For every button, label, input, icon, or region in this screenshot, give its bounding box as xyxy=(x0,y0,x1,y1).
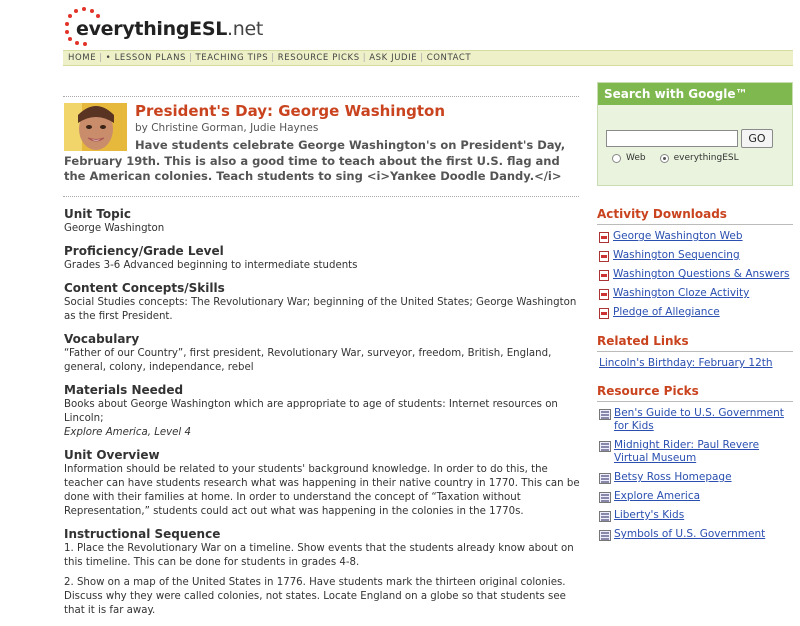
radio-site[interactable] xyxy=(660,154,669,163)
pick-item xyxy=(597,407,793,433)
radio-site-label: everythingESL xyxy=(673,153,739,163)
nav-separator: | xyxy=(271,53,275,63)
download-item xyxy=(597,230,793,243)
download-item xyxy=(597,306,793,319)
related-rule xyxy=(597,351,793,352)
download-item xyxy=(597,249,793,262)
section-title: Content Concepts/Skills xyxy=(64,281,225,295)
pick-item xyxy=(597,509,793,522)
radio-web-label: Web xyxy=(626,153,646,163)
search-input[interactable] xyxy=(606,130,738,147)
picks-list xyxy=(597,407,793,541)
nav-ask-judie[interactable]: ASK JUDIE xyxy=(369,53,418,63)
webpage-icon xyxy=(599,441,611,452)
lesson-content xyxy=(64,207,580,626)
section-title: Unit Topic xyxy=(64,207,131,221)
download-link[interactable]: George Washington Web xyxy=(613,230,743,242)
nav-separator: | xyxy=(420,53,424,63)
pick-link[interactable]: Betsy Ross Homepage xyxy=(614,471,732,483)
pdf-icon xyxy=(599,251,609,262)
webpage-icon xyxy=(599,409,611,420)
section-overview xyxy=(64,448,580,519)
article-summary: Have students celebrate George Washington's on President's Day, February 19th. This is also a good time to teach about the first U.S. flag and the American colonies. Teach students to sing <i>Yankee Doodle Dandy.</i> xyxy=(64,138,566,183)
download-item xyxy=(597,268,793,281)
section-title: Instructional Sequence xyxy=(64,527,221,541)
pdf-icon xyxy=(599,289,609,300)
search-heading: Search with Google™ xyxy=(598,83,792,105)
pick-item xyxy=(597,471,793,484)
top-nav xyxy=(63,50,793,66)
nav-separator: | xyxy=(362,53,367,63)
pdf-icon xyxy=(599,232,609,243)
picks-title: Resource Picks xyxy=(597,384,699,398)
sequence-step-2: 2. Show on a map of the United States in 1776. Have students mark the thirteen original colonies. Discuss why they were called colonies, not states. Locate England on a globe so that students see that it is far away. xyxy=(64,577,566,616)
nav-home[interactable]: HOME xyxy=(68,53,97,63)
section-unit-topic xyxy=(64,207,580,236)
sequence-step-1: 1. Place the Revolutionary War on a timeline. Show events that the students already know about on this timeline. This can be done for students in grades 4-8. xyxy=(64,543,574,568)
section-title: Vocabulary xyxy=(64,332,140,346)
download-item xyxy=(597,287,793,300)
download-link[interactable]: Washington Questions & Answers xyxy=(613,268,790,280)
google-search-box xyxy=(597,82,793,186)
pick-link[interactable]: Explore America xyxy=(614,490,701,502)
logo-wordmark xyxy=(76,18,263,40)
related-list xyxy=(597,357,793,370)
logo-tld: .net xyxy=(227,18,264,40)
section-body: George Washington xyxy=(64,223,165,234)
search-go-button[interactable]: GO xyxy=(741,129,773,148)
pick-item xyxy=(597,528,793,541)
nav-separator: | xyxy=(189,53,193,63)
pick-link[interactable]: Symbols of U.S. Government xyxy=(614,528,766,540)
download-link[interactable]: Washington Cloze Activity xyxy=(613,287,750,299)
section-body: Information should be related to your students' background knowledge. In order to do this, the teacher can have students research what was happening in their native country in 1770. This can be done with their families at home. In order to understand the concept of “Taxation without Representation,” students could act out what was happening in the colonies in the 1770s. xyxy=(64,464,580,517)
related-item xyxy=(597,357,793,370)
site-logo[interactable] xyxy=(64,6,264,46)
webpage-icon xyxy=(599,530,611,541)
related-title: Related Links xyxy=(597,334,689,348)
search-scope xyxy=(612,153,753,163)
pick-item xyxy=(597,490,793,503)
section-title: Proficiency/Grade Level xyxy=(64,244,224,258)
section-grade-level xyxy=(64,244,580,273)
webpage-icon xyxy=(599,511,611,522)
webpage-icon xyxy=(599,473,611,484)
section-body xyxy=(64,398,580,440)
nav-separator: | xyxy=(99,53,103,63)
materials-text: Books about George Washington which are appropriate to age of students: Internet resources on Lincoln; xyxy=(64,399,558,424)
radio-web[interactable] xyxy=(612,154,621,163)
article-byline: by Christine Gorman, Judie Haynes xyxy=(135,122,319,134)
divider-top xyxy=(63,96,579,97)
nav-teaching-tips[interactable]: TEACHING TIPS xyxy=(195,53,269,63)
section-body: “Father of our Country”, first president, Revolutionary War, surveyor, freedom, British, England, general, colony, independance, rebel xyxy=(64,348,552,373)
section-body xyxy=(64,542,580,618)
pick-link[interactable]: Midnight Rider: Paul Revere Virtual Museum xyxy=(614,439,760,464)
divider-mid xyxy=(63,196,579,197)
downloads-rule xyxy=(597,224,793,225)
section-materials xyxy=(64,383,580,440)
nav-contact[interactable]: CONTACT xyxy=(426,53,472,63)
section-title: Materials Needed xyxy=(64,383,184,397)
webpage-icon xyxy=(599,492,611,503)
picks-rule xyxy=(597,401,793,402)
logo-main: everythingESL xyxy=(76,18,228,40)
downloads-list xyxy=(597,230,793,319)
download-link[interactable]: Washington Sequencing xyxy=(613,249,740,261)
pick-link[interactable]: Ben's Guide to U.S. Government for Kids xyxy=(614,407,784,432)
section-body: Grades 3-6 Advanced beginning to intermediate students xyxy=(64,260,358,271)
pdf-icon xyxy=(599,270,609,281)
pick-link[interactable]: Liberty's Kids xyxy=(614,509,685,521)
pick-item xyxy=(597,439,793,465)
related-link[interactable]: Lincoln's Birthday: February 12th xyxy=(599,357,773,369)
article-title: President's Day: George Washington xyxy=(135,102,446,120)
nav-resource-picks[interactable]: RESOURCE PICKS xyxy=(277,53,360,63)
pdf-icon xyxy=(599,308,609,319)
section-vocabulary xyxy=(64,332,580,375)
section-instructional-sequence xyxy=(64,527,580,618)
downloads-title: Activity Downloads xyxy=(597,207,727,221)
nav-lesson-plans[interactable]: • LESSON PLANS xyxy=(105,53,187,63)
materials-book: Explore America, Level 4 xyxy=(64,427,191,438)
download-link[interactable]: Pledge of Allegiance xyxy=(613,306,720,318)
section-title: Unit Overview xyxy=(64,448,160,462)
section-skills xyxy=(64,281,580,324)
section-body: Social Studies concepts: The Revolutionary War; beginning of the United States; George Washington as the first President. xyxy=(64,297,577,322)
